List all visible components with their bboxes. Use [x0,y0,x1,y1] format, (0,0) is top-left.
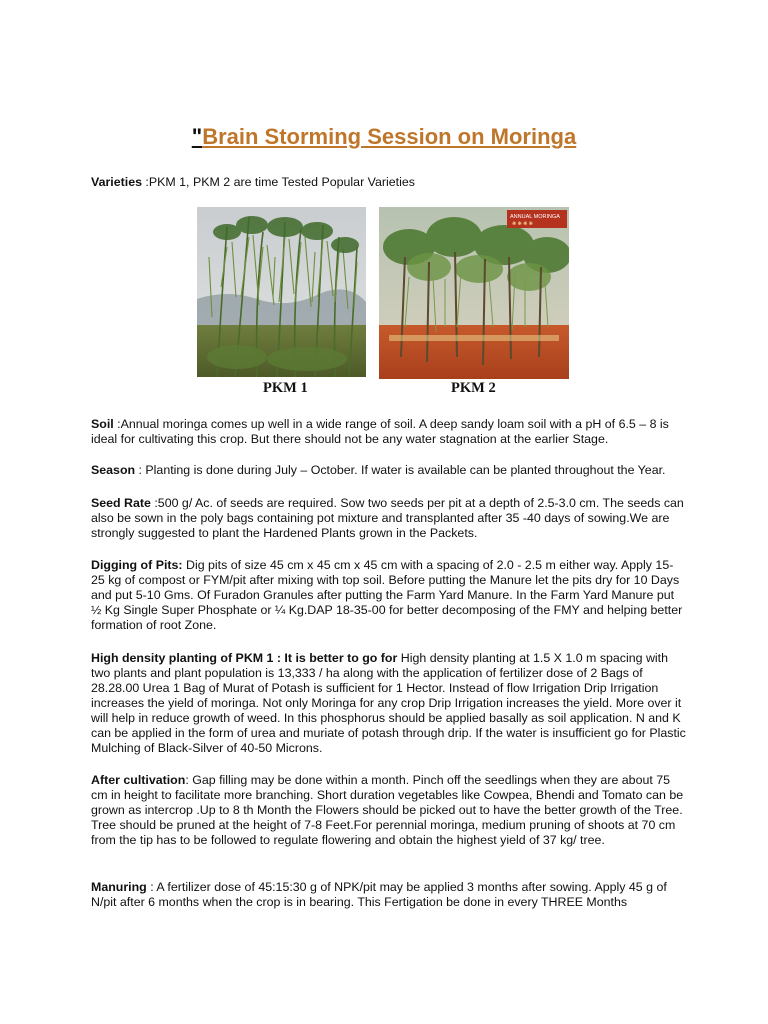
pkm2-photo [379,207,569,379]
pkm1-moringa-plant-image [197,207,366,377]
high-density-planting-text: High density planting at 1.5 X 1.0 m spacing with two plants and plant population is 13,333 / ha along with the application of fertilizer dose of 2 Bags of 28.28.00 Urea 1 Bag of Murat of Potash is sufficient for 1 Hector. Instead of flow Irrigation Drip Irrigation increases the yield of moringa. Not only Moringa for any crop Drip Irrigation increases the yield. More over it will help in reduce growth of weed. In this phosphorus should be applied basally as soil application. N and K can be applied in the form of urea and muriate of potash through drip. If the water is insufficient go for Plastic Mulching of Black-Silver of 40-50 Microns. [91,651,686,755]
seed-rate-paragraph [91,496,687,541]
digging-of-pits-text: Dig pits of size 45 cm x 45 cm x 45 cm with a spacing of 2.0 - 2.5 m either way. Apply 15-25 kg of compost or FYM/pit after mixing with top soil. Before putting the Manure let the pits dry for 10 Days and put 5-10 Gms. Of Furadon Granules after putting the Farm Yard Manure. In the Farm Yard Manure put ½ Kg Single Super Phosphate or ¼ Kg.DAP 18-35-00 for better decomposing of the FMY and helping better formation of root Zone. [91,558,683,632]
page-title [0,124,768,150]
season-text: : Planting is done during July – October. If water is available can be planted throughout the Year. [135,463,666,477]
varieties-text: :PKM 1, PKM 2 are time Tested Popular Varieties [141,175,415,189]
after-cultivation-label: After cultivation [91,773,186,787]
pkm2-caption: PKM 2 [451,380,496,396]
pkm1-photo [197,207,366,377]
pkm2-sign-text: ANNUAL MORINGA [510,214,560,220]
soil-label: Soil [91,417,114,431]
after-cultivation-text: : Gap filling may be done within a month. Pinch off the seedlings when they are about 75 cm in height to facilitate more branching. Short duration vegetables like Cowpea, Bhendi and Tomato can be grown as intercrop .Up to 8 th Month the Flowers should be picked out to have the better growth of the Tree. Tree should be pruned at the height of 7-8 Feet.For perennial moringa, medium pruning of shoots at 70 cm from the tip has to be followed to regulate flowering and obtain the highest yield of 37 kg/ tree. [91,773,684,847]
manuring-label: Manuring [91,880,147,894]
pkm2-moringa-plant-image [379,207,569,379]
title-text: Brain Storming Session on Moringa [202,124,577,149]
high-density-planting-paragraph [91,651,687,756]
pkm1-caption: PKM 1 [263,380,308,396]
manuring-paragraph [91,880,687,910]
title-quote-mark: " [191,124,203,149]
soil-paragraph [91,417,687,447]
soil-text: :Annual moringa comes up well in a wide range of soil. A deep sandy loam soil with a pH of 6.5 – 8 is ideal for cultivating this crop. But there should not be any water stagnation at the earlier Stage. [91,417,669,446]
seed-rate-text: :500 g/ Ac. of seeds are required. Sow two seeds per pit at a depth of 2.5-3.0 cm. The seeds can also be sown in the poly bags containing pot mixture and transplanted after 35 -40 days of sowing.We are strongly suggested to plant the Hardened Plants grown in the Packets. [91,496,684,540]
manuring-text: : A fertilizer dose of 45:15:30 g of NPK/pit may be applied 3 months after sowing. Apply 45 g of N/pit after 6 months when the crop is in bearing. This Fertigation be done in every THREE Months [91,880,667,909]
high-density-planting-label: High density planting of PKM 1 : It is better to go for [91,651,398,665]
seed-rate-label: Seed Rate [91,496,151,510]
after-cultivation-paragraph [91,773,687,848]
varieties-label: Varieties [91,175,142,189]
digging-of-pits-paragraph [91,558,687,633]
season-label: Season [91,463,136,477]
varieties-paragraph [91,175,687,190]
svg-text:❋ ❋ ❋ ❋: ❋ ❋ ❋ ❋ [512,221,533,227]
season-paragraph [91,463,687,478]
digging-of-pits-label: Digging of Pits: [91,558,183,572]
